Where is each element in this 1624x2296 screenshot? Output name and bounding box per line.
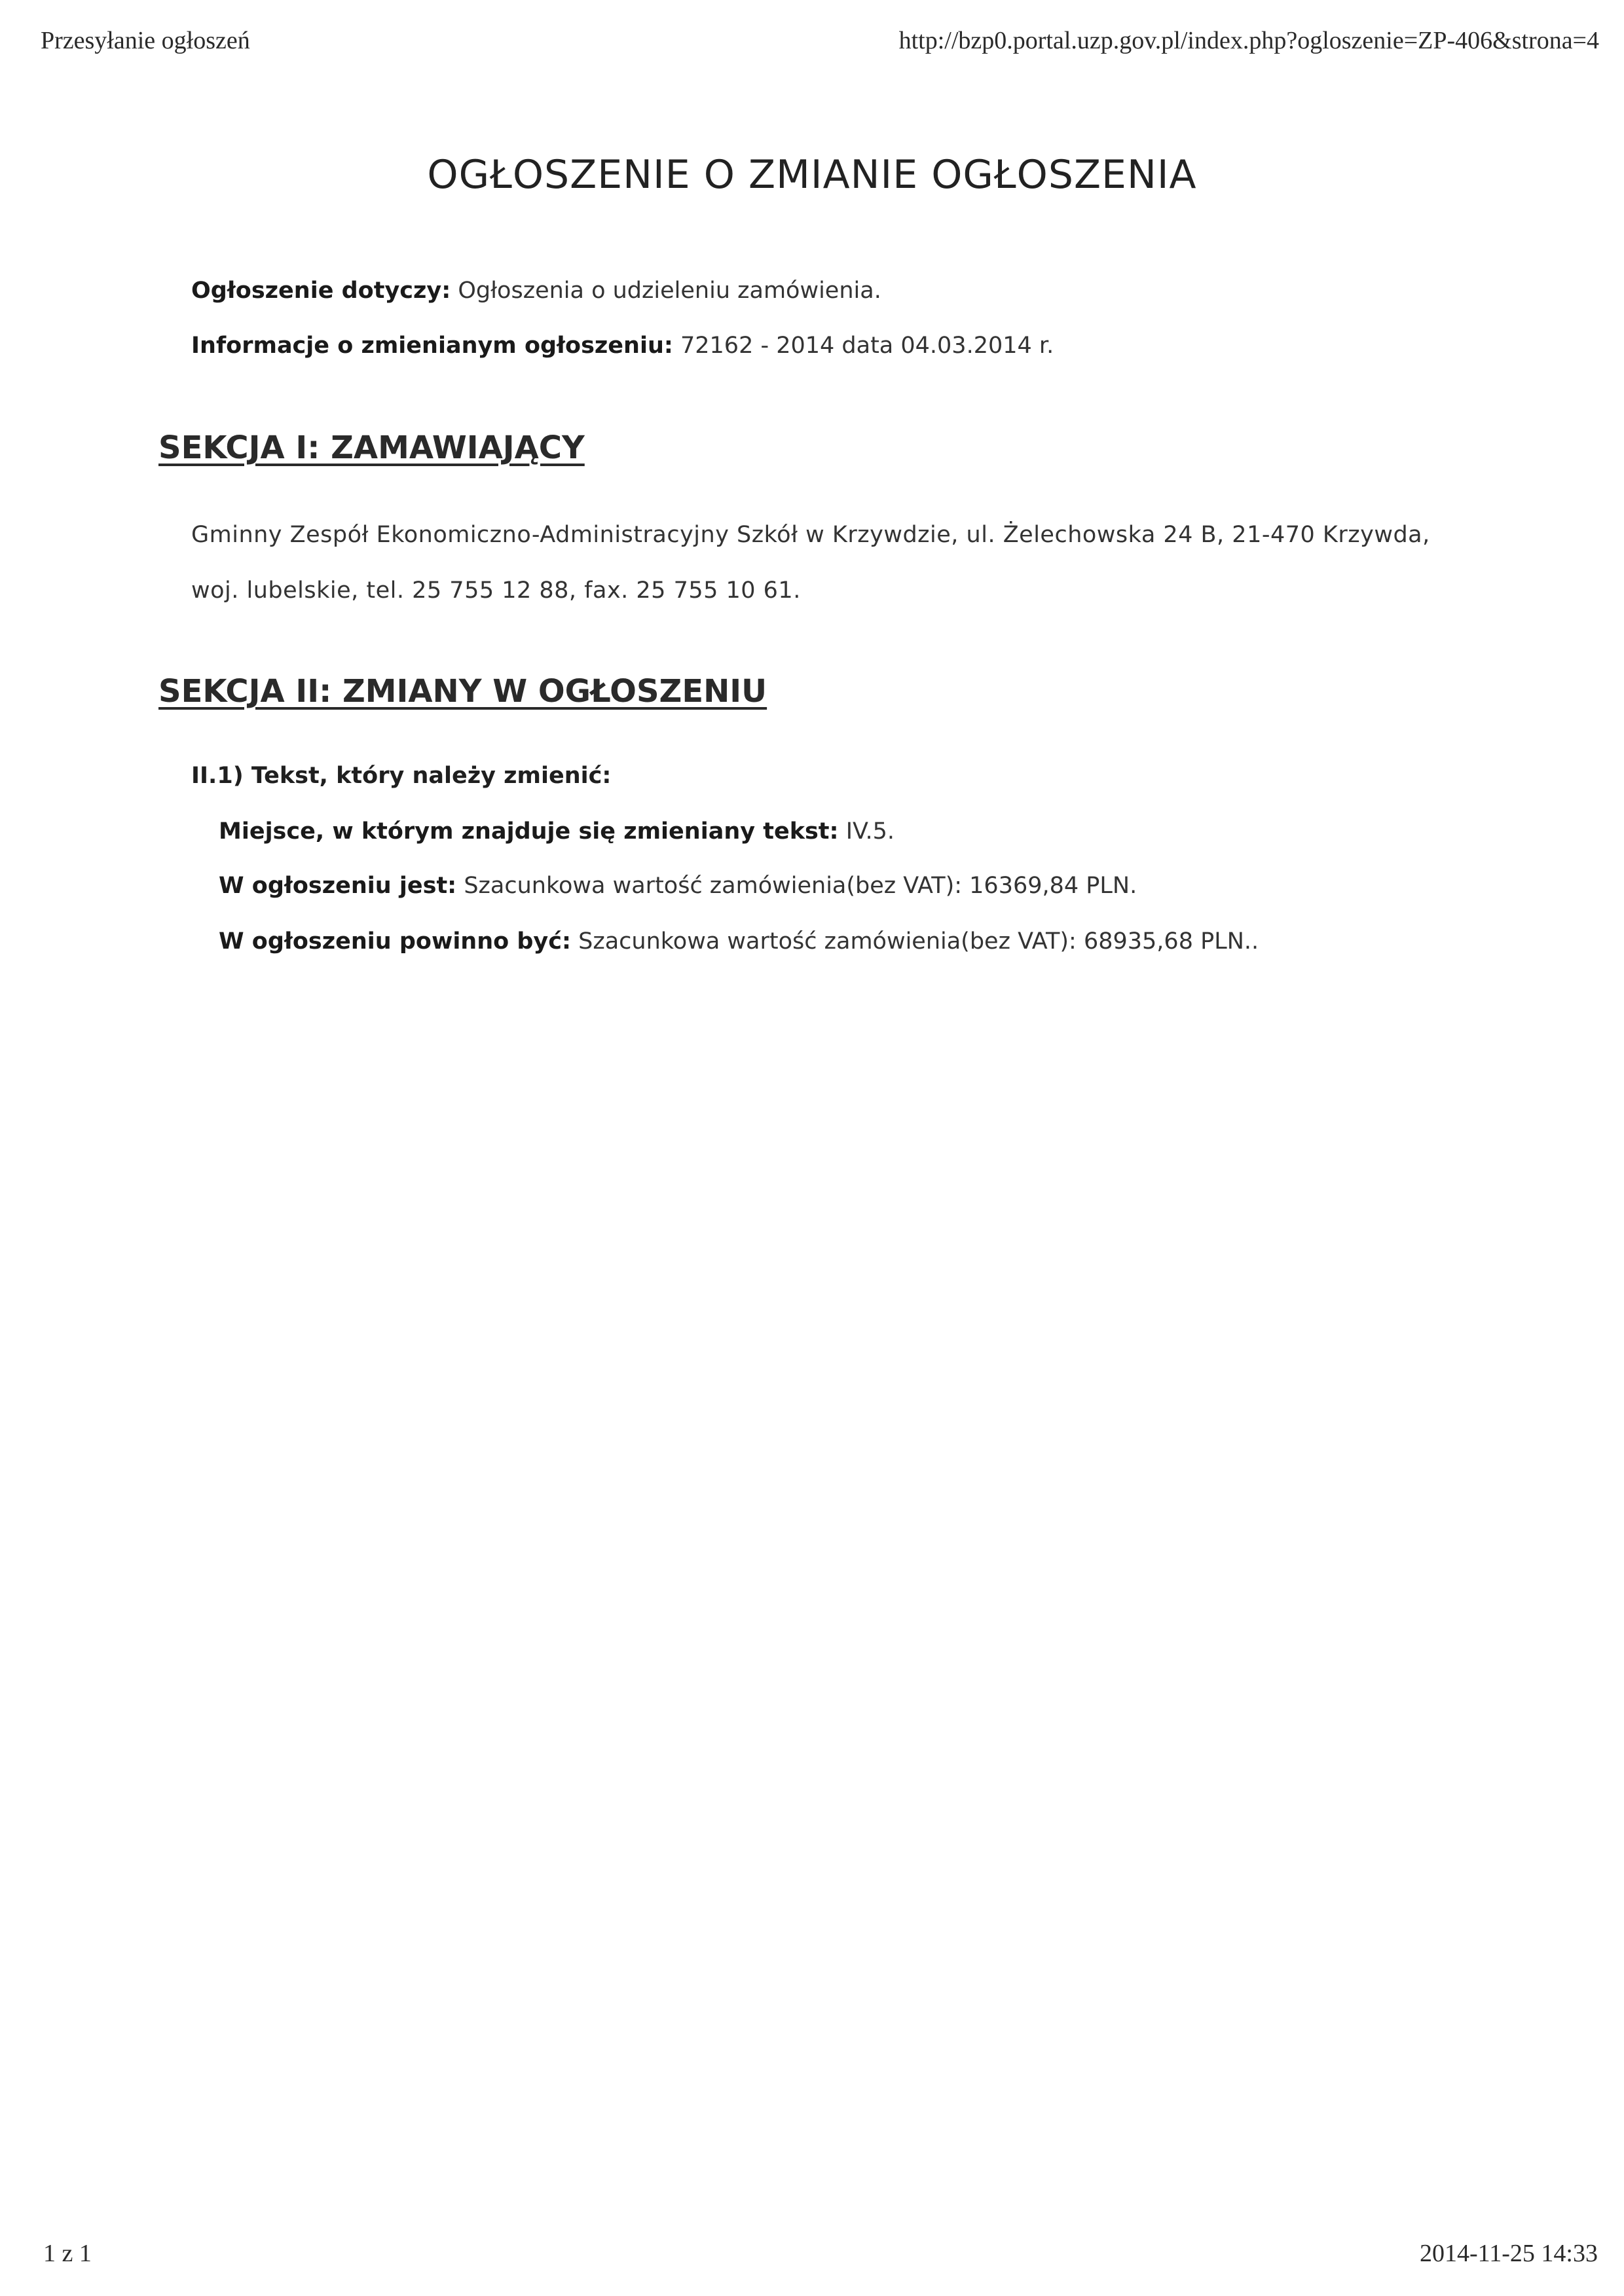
document-title: OGŁOSZENIE O ZMIANIE OGŁOSZENIA: [427, 152, 1197, 198]
change-current-line: [219, 873, 1137, 899]
change-value: IV.5.: [845, 818, 895, 845]
address-line-2: woj. lubelskie, tel. 25 755 12 88, fax. 25 755 10 61.: [191, 577, 801, 604]
change-value: Szacunkowa wartość zamówienia(bez VAT): 16369,84 PLN.: [464, 873, 1137, 899]
change-value: Szacunkowa wartość zamówienia(bez VAT): 68935,68 PLN..: [578, 928, 1259, 955]
change-label: Miejsce, w którym znajduje się zmieniany tekst:: [219, 818, 839, 845]
info-line-zmieniane: [191, 333, 1054, 359]
info-label: Ogłoszenie dotyczy:: [191, 278, 451, 304]
section-1-heading: SEKCJA I: ZAMAWIAJĄCY: [158, 429, 585, 466]
change-subheading: II.1) Tekst, który należy zmienić:: [191, 763, 612, 789]
print-header-url: http://bzp0.portal.uzp.gov.pl/index.php?ogloszenie=ZP-406&strona=4: [898, 27, 1599, 54]
page-number: 1 z 1: [43, 2240, 92, 2267]
section-2-heading: SEKCJA II: ZMIANY W OGŁOSZENIU: [158, 673, 767, 710]
change-location-line: [219, 818, 895, 845]
change-new-line: [219, 928, 1259, 955]
info-label: Informacje o zmienianym ogłoszeniu:: [191, 333, 673, 359]
print-header-title: Przesyłanie ogłoszeń: [41, 27, 250, 54]
print-datetime: 2014-11-25 14:33: [1420, 2240, 1598, 2267]
info-value: Ogłoszenia o udzieleniu zamówienia.: [458, 278, 881, 304]
change-label: W ogłoszeniu powinno być:: [219, 928, 571, 955]
address-line-1: Gminny Zespół Ekonomiczno-Administracyjny Szkół w Krzywdzie, ul. Żelechowska 24 B, 21-470 Krzywda,: [191, 522, 1430, 548]
change-label: W ogłoszeniu jest:: [219, 873, 457, 899]
info-value: 72162 - 2014 data 04.03.2014 r.: [680, 333, 1054, 359]
info-line-dotyczy: [191, 278, 881, 304]
